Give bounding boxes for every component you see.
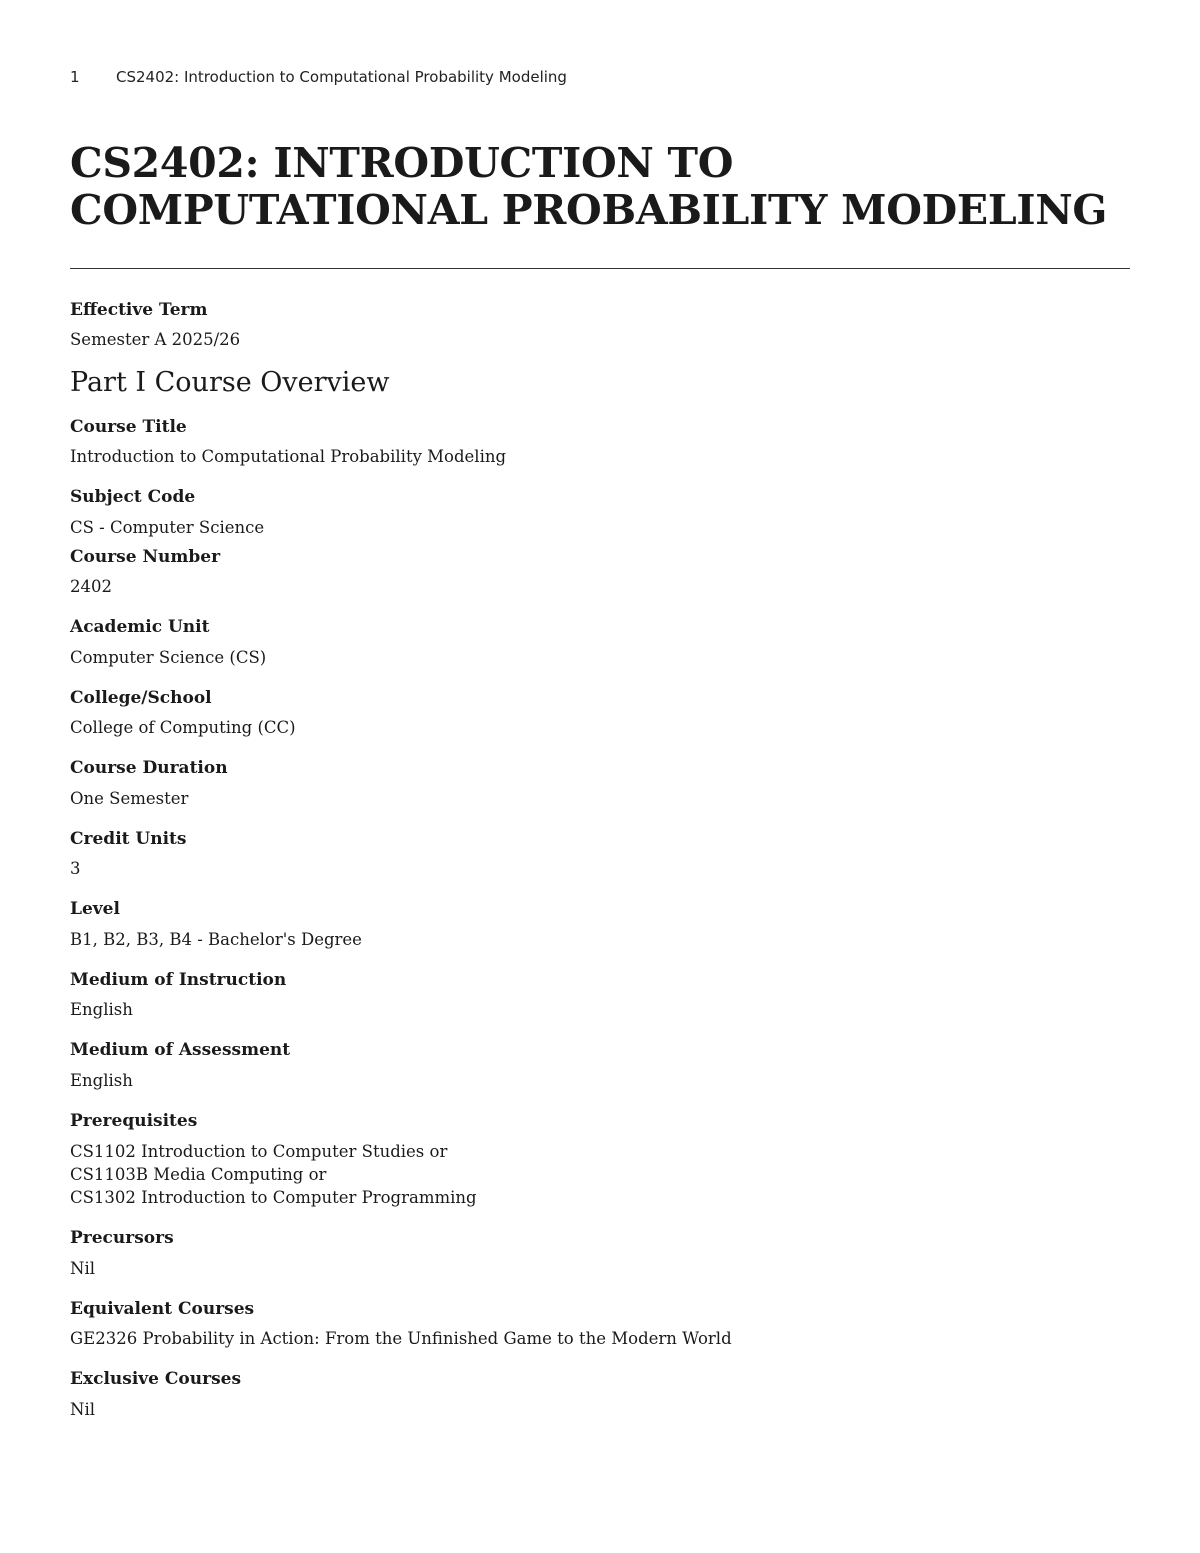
prerequisites-label: Prerequisites: [70, 1111, 198, 1131]
effective-term-label: Effective Term: [70, 300, 208, 320]
course-number-value: 2402: [70, 577, 112, 596]
college-school-value: College of Computing (CC): [70, 718, 296, 737]
medium-of-assessment-label: Medium of Assessment: [70, 1040, 291, 1060]
medium-of-instruction-label: Medium of Instruction: [70, 970, 287, 990]
running-header-text: CS2402: Introduction to Computational Probability Modeling: [116, 68, 567, 86]
medium-of-instruction-value: English: [70, 1000, 133, 1019]
academic-unit-label: Academic Unit: [70, 617, 210, 637]
credit-units-value: 3: [70, 859, 81, 878]
exclusive-courses-label: Exclusive Courses: [70, 1369, 242, 1389]
credit-units-label: Credit Units: [70, 829, 187, 849]
precursors-value: Nil: [70, 1259, 95, 1278]
level-label: Level: [70, 899, 120, 919]
equivalent-courses-label: Equivalent Courses: [70, 1299, 255, 1319]
course-number-label: Course Number: [70, 547, 221, 567]
equivalent-courses-value: GE2326 Probability in Action: From the Unfinished Game to the Modern World: [70, 1329, 732, 1348]
effective-term-value: Semester A 2025/26: [70, 330, 241, 349]
exclusive-courses-value: Nil: [70, 1400, 95, 1419]
precursors-label: Precursors: [70, 1228, 174, 1248]
course-duration-value: One Semester: [70, 789, 189, 808]
subject-code-value: CS - Computer Science: [70, 518, 265, 537]
prerequisite-line: CS1102 Introduction to Computer Studies or: [70, 1142, 448, 1161]
section-heading: Part I Course Overview: [70, 367, 390, 398]
prerequisite-line: CS1103B Media Computing or: [70, 1165, 327, 1184]
title-divider: [70, 268, 1130, 269]
course-title-label: Course Title: [70, 417, 187, 437]
page-number: 1: [70, 68, 80, 86]
course-duration-label: Course Duration: [70, 758, 228, 778]
page-title: CS2402: INTRODUCTION TO COMPUTATIONAL PROBABILITY MODELING: [70, 139, 1108, 234]
level-value: B1, B2, B3, B4 - Bachelor's Degree: [70, 930, 362, 949]
medium-of-assessment-value: English: [70, 1071, 133, 1090]
college-school-label: College/School: [70, 688, 212, 708]
running-header: [70, 68, 567, 86]
subject-code-label: Subject Code: [70, 487, 196, 507]
prerequisite-line: CS1302 Introduction to Computer Programming: [70, 1188, 477, 1207]
course-title-value: Introduction to Computational Probability Modeling: [70, 447, 507, 466]
academic-unit-value: Computer Science (CS): [70, 648, 267, 667]
